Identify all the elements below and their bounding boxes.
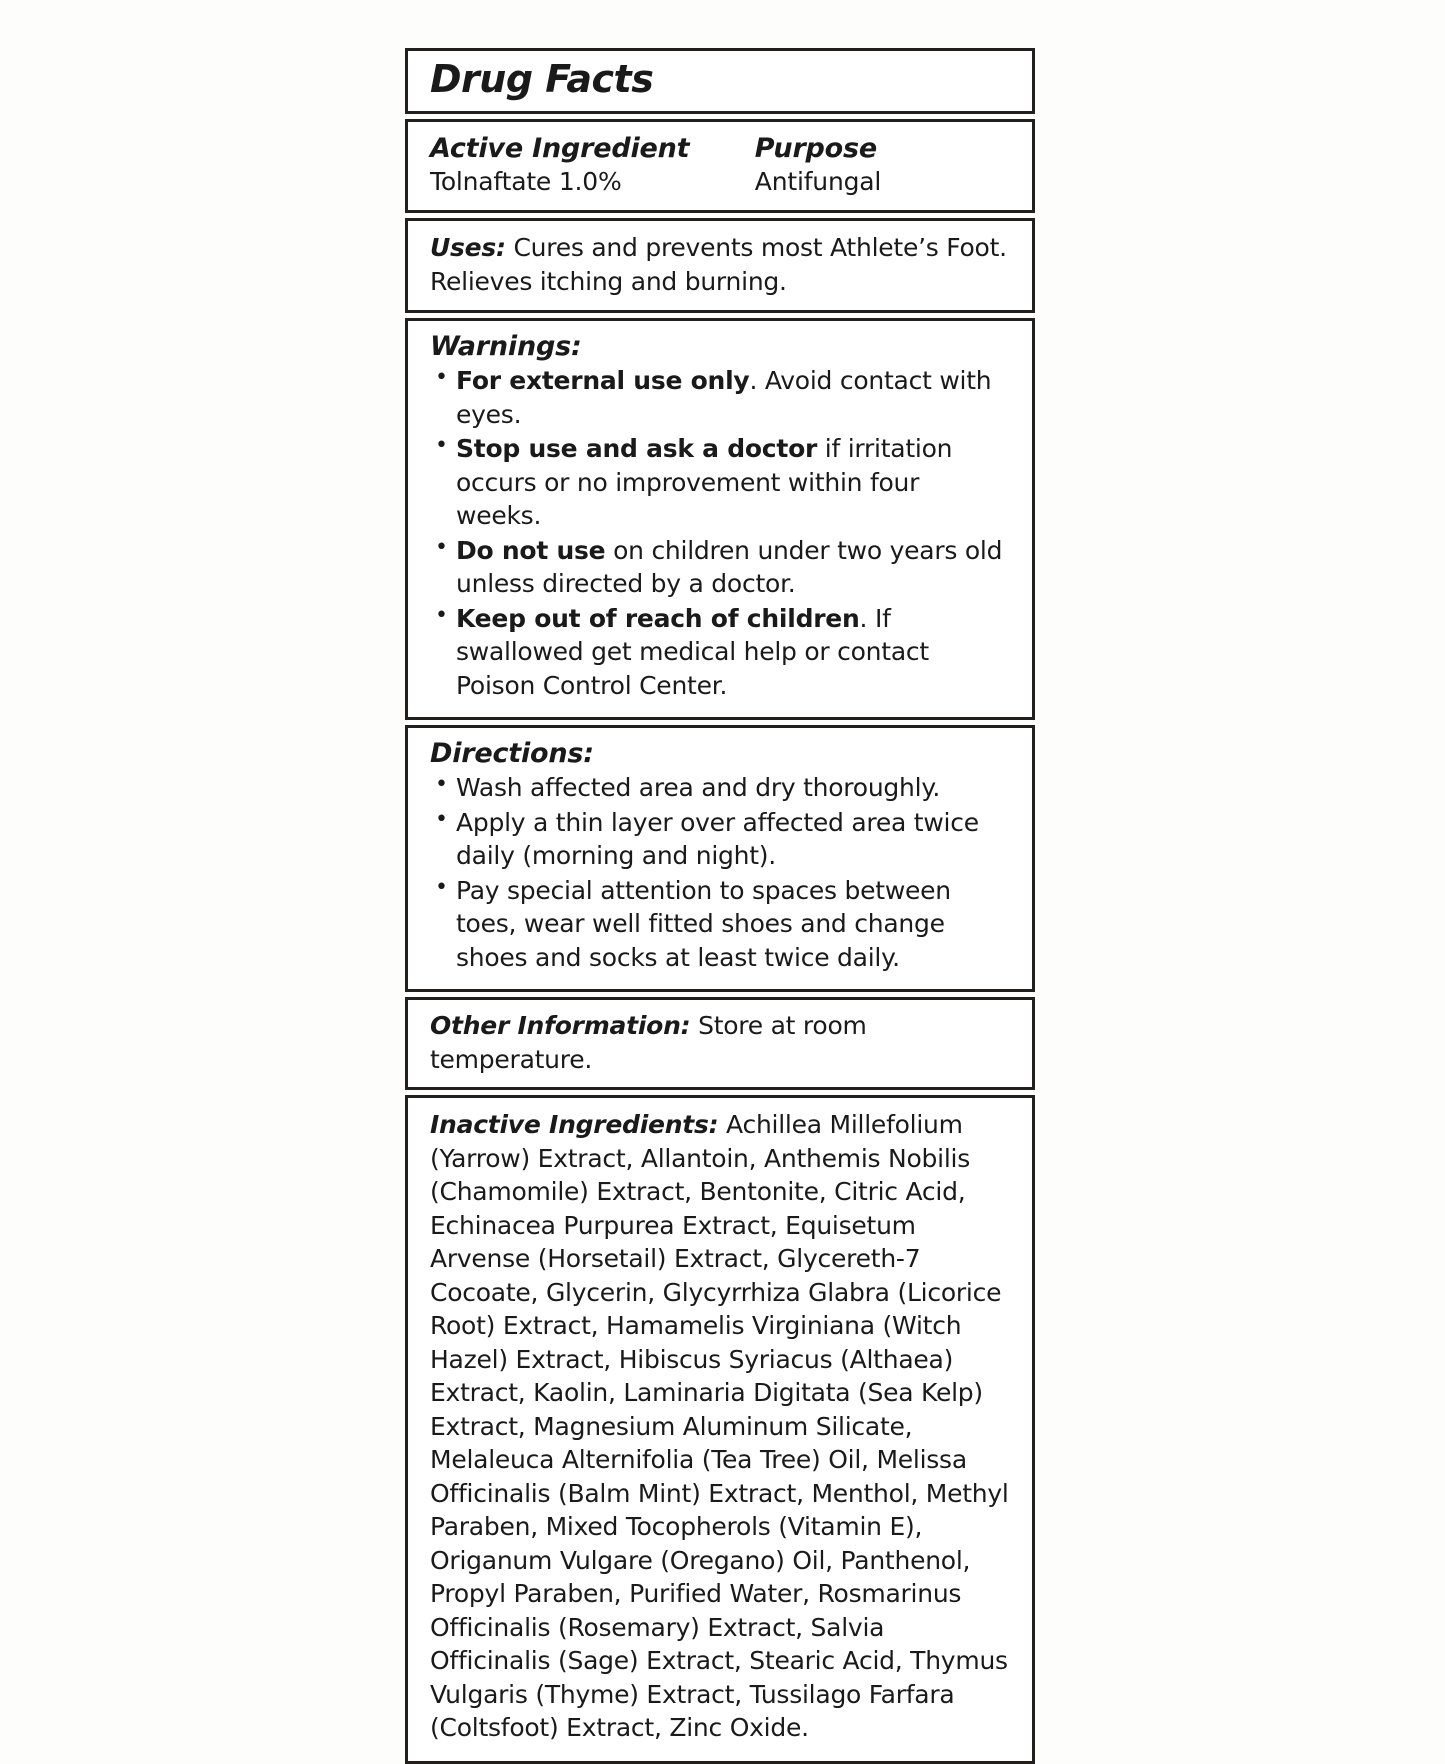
warning-rest-3: . If swallowed get medical help or contact Poison Control Center. [456,603,929,700]
uses-box [405,218,1035,313]
list-item: • Wash affected area and dry thoroughly. [430,771,1010,805]
warnings-list [430,364,1010,702]
warning-rest-2: on children under two years old unless directed by a doctor. [456,535,1003,599]
list-item [430,364,1010,431]
drug-facts-panel [405,48,1035,1764]
inactive-ingredients-body: Achillea Millefolium (Yarrow) Extract, Allantoin, Anthemis Nobilis (Chamomile) Extract, Bentonite, Citric Acid, Echinacea Purpurea Extract, Equisetum Arvense (Horsetail) Extract, Glycereth-7 Cocoate, Glycerin, Glycyrrhiza Glabra (Licorice Root) Extract, Hamamelis Virginiana (Witch Hazel) Extract, Hibiscus Syriacus (Althaea) Extract, Kaolin, Laminaria Digitata (Sea Kelp) Extract, Magnesium Aluminum Silicate, Melaleuca Alternifolia (Tea Tree) Oil, Melissa Officinalis (Balm Mint) Extract, Menthol, Methyl Paraben, Mixed Tocopherols (Vitamin E), Origanum Vulgare (Oregano) Oil, Panthenol, Propyl Paraben, Purified Water, Rosmarinus Officinalis (Rosemary) Extract, Salvia Officinalis (Sage) Extract, Stearic Acid, Thymus Vulgaris (Thyme) Extract, Tussilago Farfara (Coltsfoot) Extract, Zinc Oxide. [430,1110,1009,1743]
active-ingredient-value-row [430,166,1010,199]
warnings-heading: Warnings: [430,331,582,363]
other-information-label: Other Information: [430,1011,691,1041]
warning-rest-1: if irritation occurs or no improvement within four weeks. [456,434,953,531]
uses-body: Cures and prevents most Athlete’s Foot. Relieves itching and burning. [430,233,1007,296]
list-item [430,534,1010,601]
warnings-box [405,318,1035,720]
other-information-text [430,1009,1010,1076]
active-ingredient-value: Tolnaftate 1.0% [430,166,622,196]
other-information-body: Store at room temperature. [430,1011,867,1074]
directions-box [405,725,1035,992]
list-item: • Apply a thin layer over affected area twice daily (morning and night). [430,806,1010,873]
active-ingredient-heading-row [430,132,1010,166]
page-title: Drug Facts [430,57,654,101]
warning-bold-2: Do not use [456,535,606,565]
purpose-value: Antifungal [754,166,882,196]
warning-rest-0: . Avoid contact with eyes. [456,366,992,429]
uses-text [430,231,1010,298]
inactive-ingredients-label: Inactive Ingredients: [430,1110,719,1140]
drug-facts-title-box [405,48,1035,114]
warning-bold-3: Keep out of reach of children [456,603,860,633]
active-ingredient-box [405,119,1035,213]
list-item [430,602,1010,703]
active-ingredient-heading: Active Ingredient [430,132,690,164]
list-item: • Pay special attention to spaces between toes, wear well fitted shoes and change shoes and socks at least twice daily. [430,874,1010,975]
inactive-ingredients-text [430,1108,1010,1745]
warning-bold-1: Stop use and ask a doctor [456,434,818,464]
inactive-ingredients-box [405,1095,1035,1764]
purpose-heading: Purpose [754,132,878,164]
uses-label: Uses: [430,233,506,263]
directions-heading: Directions: [430,738,594,770]
list-item [430,432,1010,533]
other-information-box [405,997,1035,1090]
warning-bold-0: For external use only [456,366,750,396]
directions-list [430,771,1010,974]
